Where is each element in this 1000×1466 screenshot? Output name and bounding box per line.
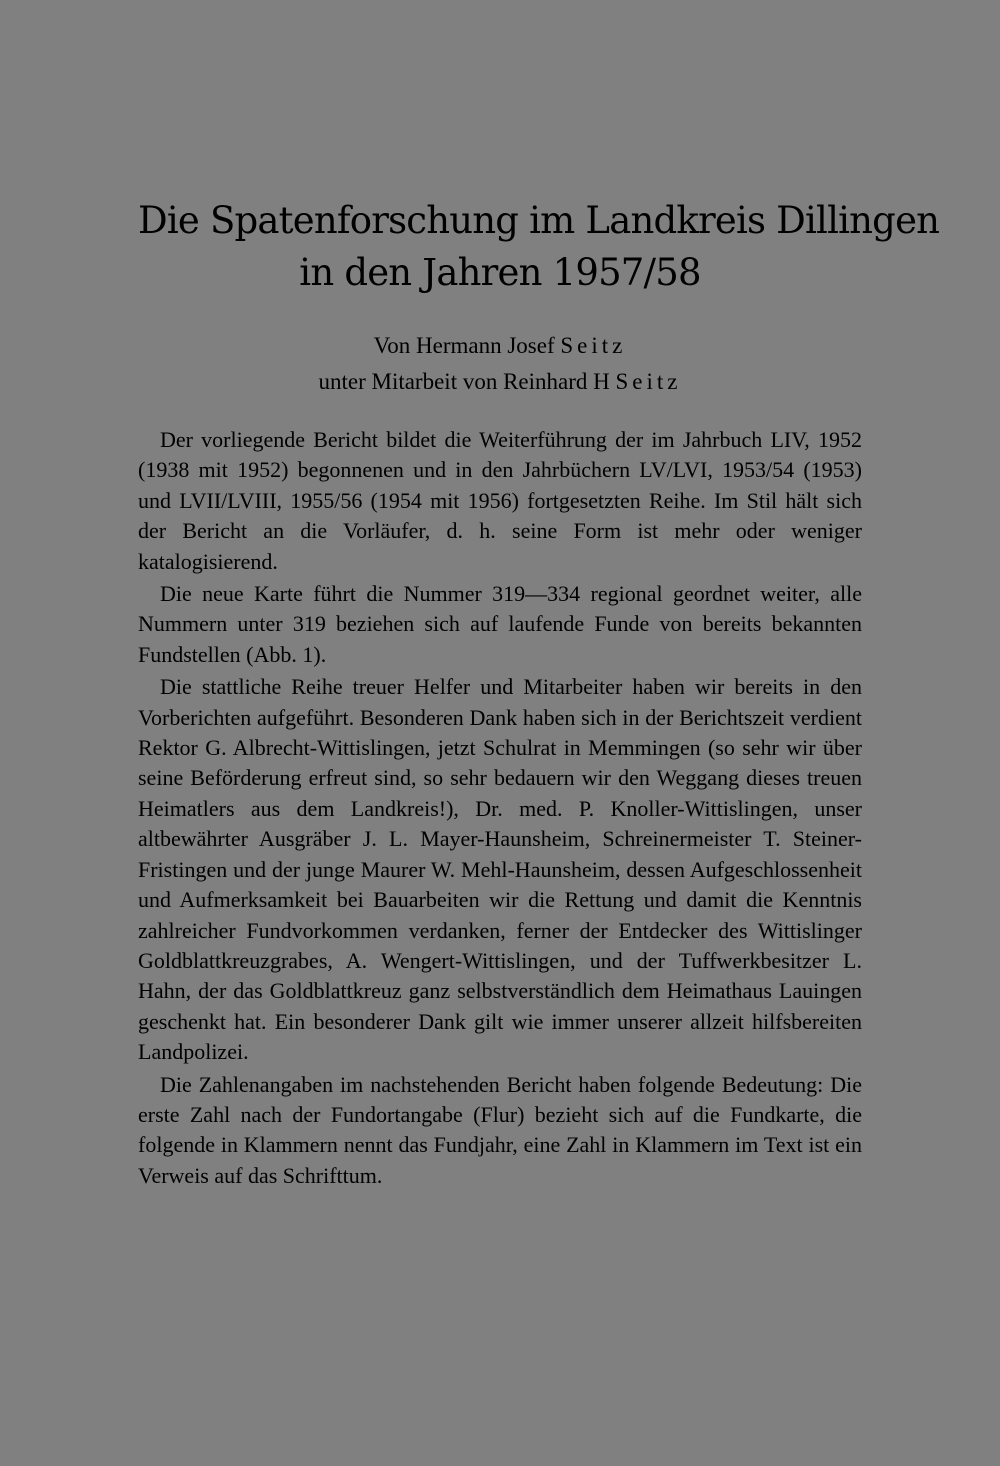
coauthor-line [138,369,862,395]
paragraph-acknowledgements: Die stattliche Reihe treuer Helfer und Mitarbeiter haben wir bereits in den Vorberichten aufgeführt. Besonderen Dank haben sich in der Berichtszeit verdient Rektor G. Albrecht-Wittislingen, jetzt Schulrat in Memmingen (so sehr wir über seine Beförderung erfreut sind, so sehr bedauern wir den Weggang dieses treuen Heimatlers aus dem Landkreis!), Dr. med. P. Knoller-Wittislingen, unser altbewährter Ausgräber J. L. Mayer-Haunsheim, Schreinermeister T. Steiner-Fristingen und der junge Maurer W. Mehl-Haunsheim, dessen Aufgeschlossenheit und Aufmerksamkeit bei Bauarbeiten wir die Rettung und damit die Kenntnis zahlreicher Fundvorkommen verdanken, ferner der Entdecker des Wittislinger Goldblattkreuzgrabes, A. Wengert-Wittislingen, und der Tuffwerkbesitzer L. Hahn, der das Goldblattkreuz ganz selbstverständlich dem Heimathaus Lauingen geschenkt hat. Ein besonderer Dank gilt wie immer unserer allzeit hilfsbereiten Landpolizei. [138,674,862,1065]
paragraph-map: Die neue Karte führt die Nummer 319—334 regional geordnet weiter, alle Nummern unter 319 beziehen sich auf laufende Funde von bereits bekannten Fundstellen (Abb. 1). [138,581,862,667]
author-line [138,333,862,359]
title-line-1: Die Spatenforschung im Landkreis Dillingen [138,199,940,242]
coauthor-surname: Seitz [615,369,682,394]
title-line-2: in den Jahren 1957/58 [299,251,701,294]
author-prefix: Von Hermann Josef [373,333,561,358]
paragraph-numbering: Die Zahlenangaben im nachstehenden Bericht haben folgende Bedeutung: Die erste Zahl nach der Fundortangabe (Flur) bezieht sich auf die Fundkarte, die folgende in Klammern nennt das Fundjahr, eine Zahl in Klammern im Text ist ein Verweis auf das Schrifttum. [138,1071,862,1188]
author-surname: Seitz [560,333,627,358]
article-body [138,425,862,1191]
article-title [138,195,940,299]
coauthor-prefix: unter Mitarbeit von Reinhard H [318,369,616,394]
document-page [138,195,940,1193]
paragraph-intro: Der vorliegende Bericht bildet die Weiterführung der im Jahrbuch LIV, 1952 (1938 mit 1952) begonnenen und in den Jahrbüchern LV/LVI, 1953/54 (1953) und LVII/LVIII, 1955/56 (1954 mit 1956) fortgesetzten Reihe. Im Stil hält sich der Bericht an die Vorläufer, d. h. seine Form ist mehr oder weniger katalogisierend. [138,427,862,574]
